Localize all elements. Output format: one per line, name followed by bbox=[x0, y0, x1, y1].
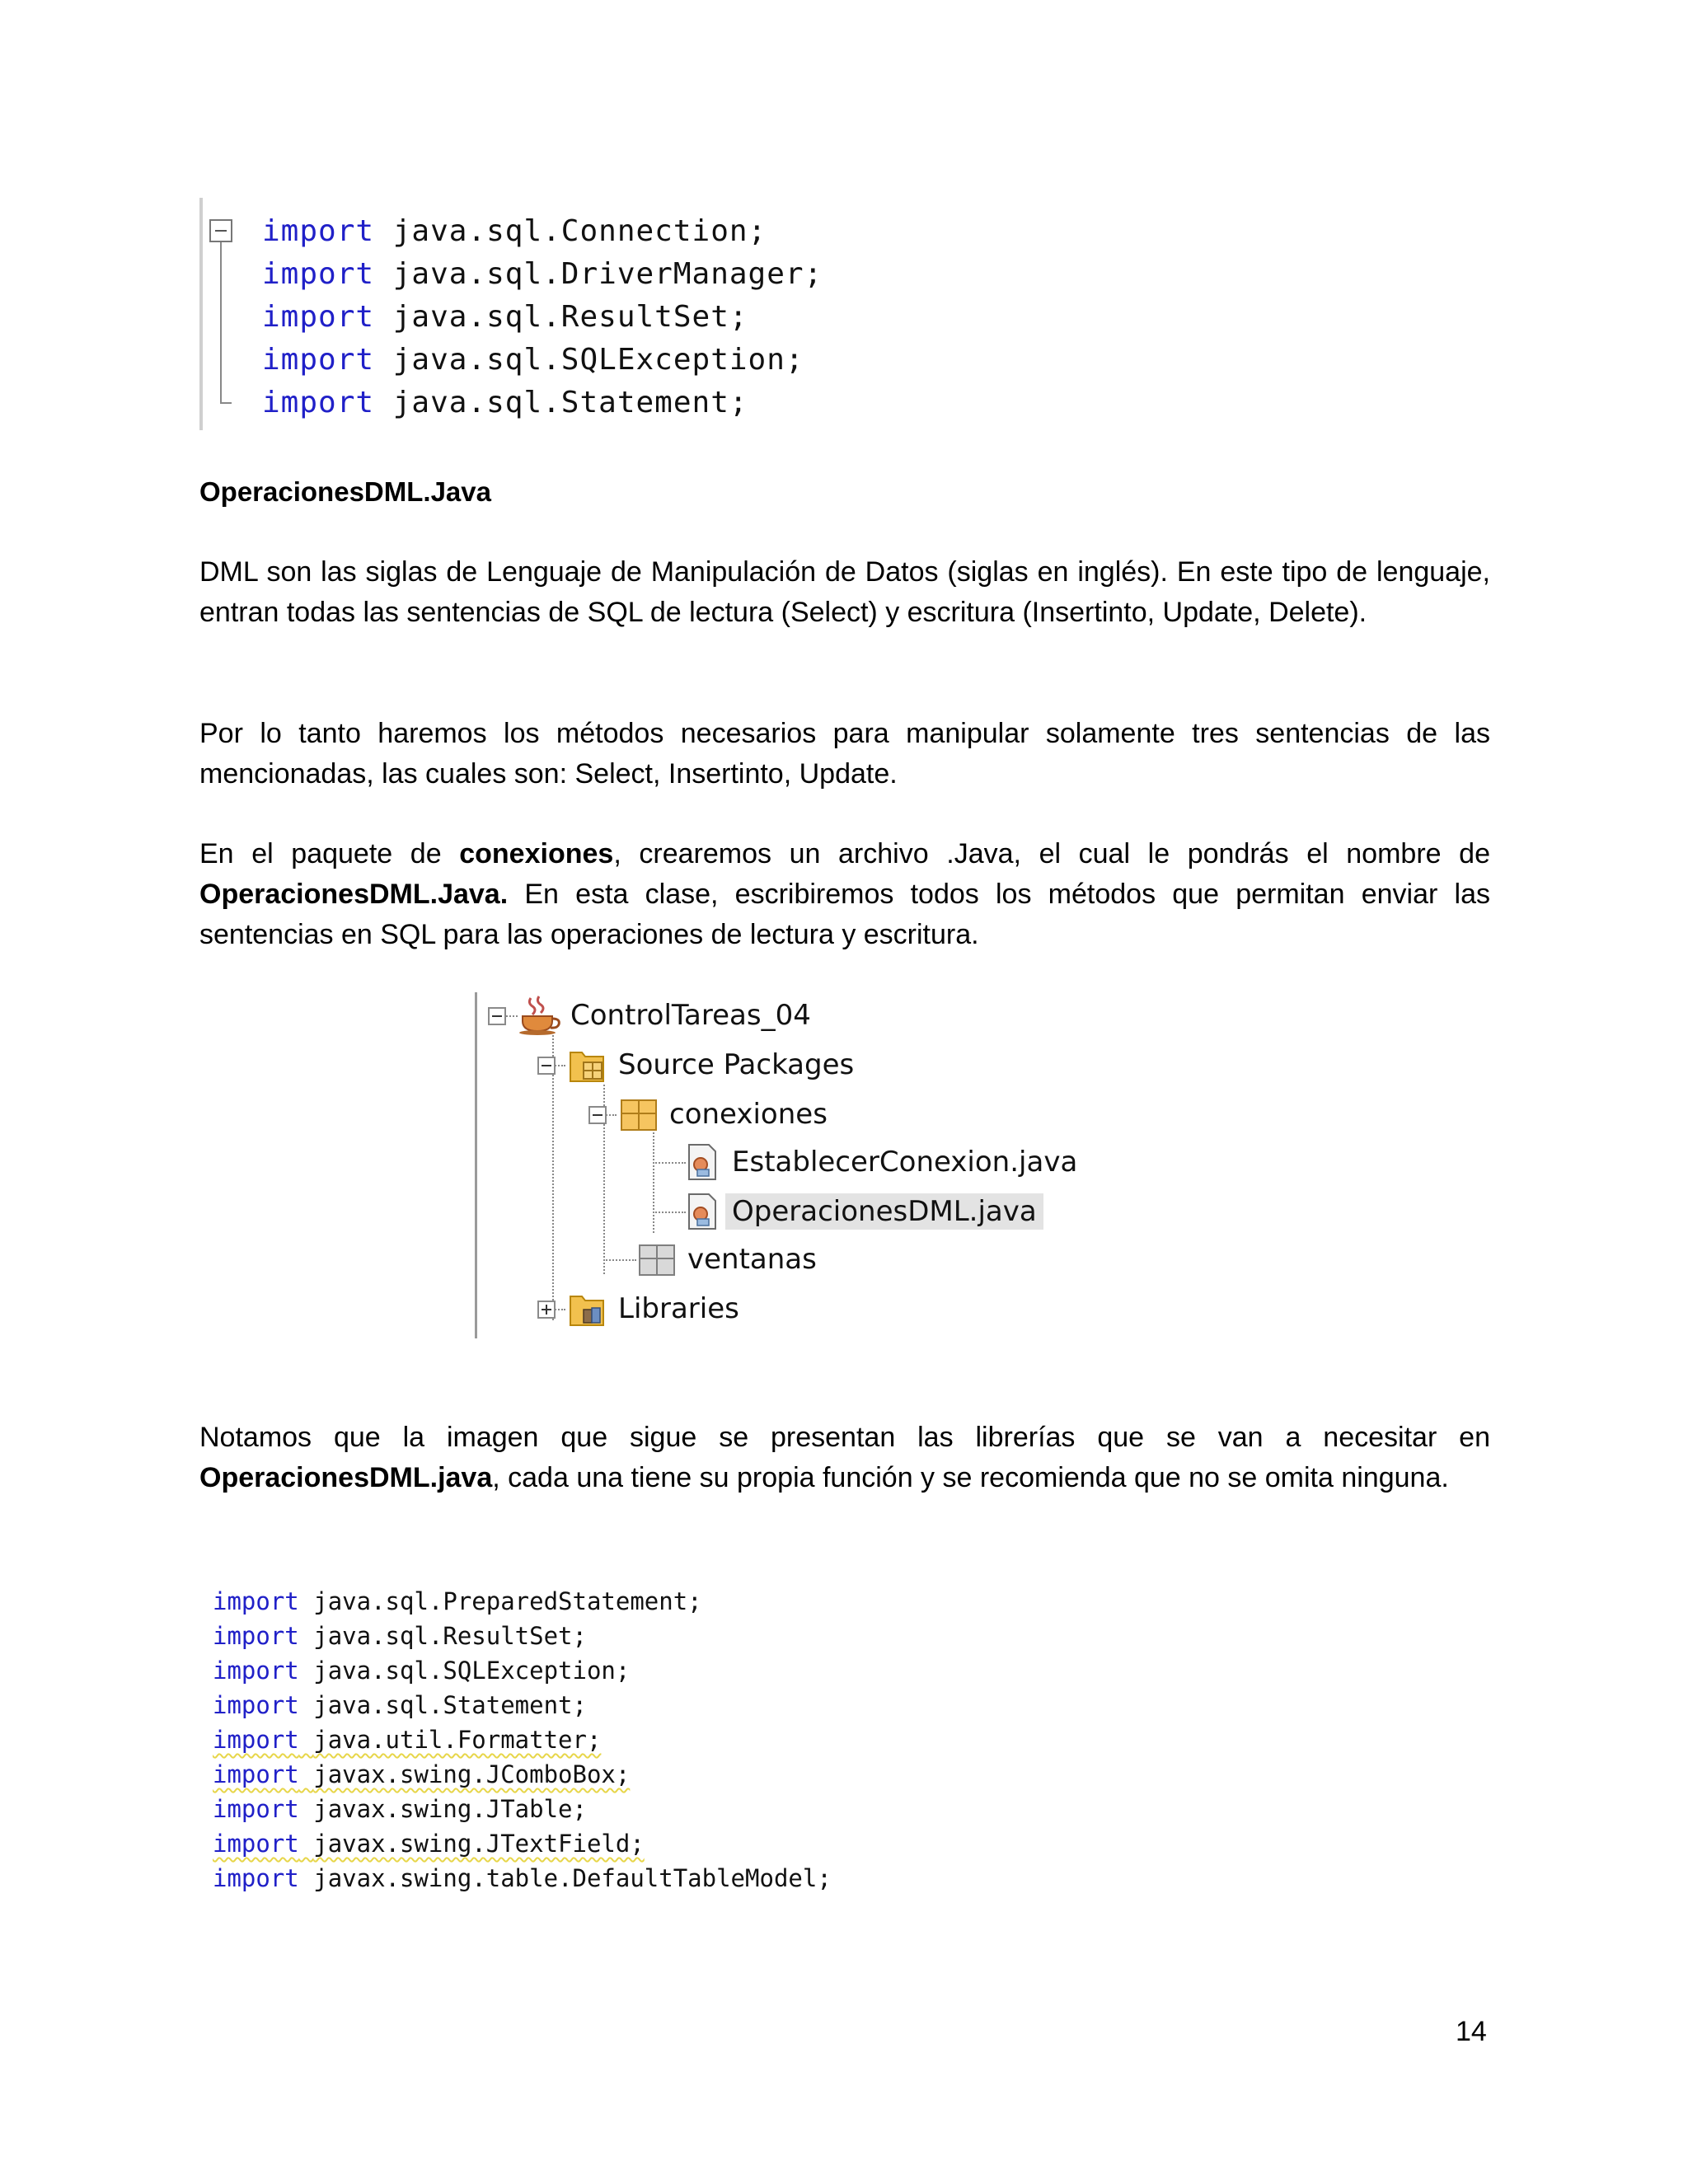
libraries-folder-icon bbox=[567, 1288, 608, 1329]
tree-node-source-packages[interactable] bbox=[567, 1042, 854, 1088]
code-line-warning: import javax.swing.JComboBox; bbox=[213, 1760, 631, 1788]
tree-connector bbox=[552, 1035, 554, 1320]
code-line: import java.sql.Connection; bbox=[262, 214, 767, 248]
tree-connector bbox=[603, 1259, 636, 1261]
code-line: import java.sql.ResultSet; bbox=[262, 300, 748, 334]
collapse-icon[interactable] bbox=[588, 1106, 607, 1124]
tree-connector bbox=[653, 1162, 686, 1164]
tree-node-package-ventanas[interactable] bbox=[636, 1236, 817, 1282]
page-number: 14 bbox=[1456, 2016, 1487, 2047]
java-file-icon bbox=[684, 1191, 720, 1232]
code-snippet-imports-2 bbox=[213, 1582, 954, 1896]
tree-connector bbox=[653, 1132, 654, 1233]
paragraph-dml-definition: DML son las siglas de Lenguaje de Manipulación de Datos (siglas en inglés). En este tipo de lenguaje, entran todas las sentencias de SQL de lectura (Select) y escritura (Insertinto, Update, Delete). bbox=[199, 556, 1490, 628]
collapse-icon[interactable] bbox=[488, 1007, 506, 1025]
code-line: import javax.swing.table.DefaultTableModel; bbox=[213, 1864, 832, 1892]
section-heading: OperacionesDML.Java bbox=[199, 476, 491, 507]
code-line-warning: import java.util.Formatter; bbox=[213, 1726, 602, 1754]
code-line-warning: import javax.swing.JTextField; bbox=[213, 1830, 645, 1858]
paragraph-create-file: En el paquete de conexiones, crearemos un archivo .Java, el cual le pondrás el nombre de OperacionesDML.Java. En esta clase, escribiremos todos los métodos que permitan enviar las sentencias en SQL para las operaciones de lectura y escritura. bbox=[199, 838, 1490, 950]
tree-node-label-selected: OperacionesDML.java bbox=[725, 1193, 1043, 1230]
collapse-icon[interactable] bbox=[209, 219, 232, 242]
code-line: import java.sql.Statement; bbox=[262, 386, 748, 419]
code-line: import java.sql.Statement; bbox=[213, 1691, 587, 1719]
java-file-icon bbox=[684, 1141, 720, 1183]
source-packages-folder-icon bbox=[567, 1044, 608, 1085]
empty-package-icon bbox=[636, 1239, 678, 1280]
java-project-cup-icon bbox=[516, 995, 562, 1036]
paragraph-libraries-intro: Notamos que la imagen que sigue se presentan las librerías que se van a necesitar en OperacionesDML.java, cada una tiene su propia función y se recomienda que no se omita ninguna. bbox=[199, 1422, 1490, 1493]
project-tree bbox=[467, 992, 1093, 1338]
code-line: import java.sql.DriverManager; bbox=[262, 257, 823, 291]
fold-guide-end bbox=[220, 402, 232, 404]
code-snippet-imports-1 bbox=[199, 198, 941, 430]
collapse-icon[interactable] bbox=[537, 1057, 556, 1075]
paragraph-methods: Por lo tanto haremos los métodos necesarios para manipular solamente tres sentencias de las mencionadas, las cuales son: Select, Insertinto, Update. bbox=[199, 718, 1490, 790]
tree-node-package-conexiones[interactable] bbox=[618, 1091, 828, 1137]
tree-node-file-establecer-conexion[interactable] bbox=[684, 1139, 1077, 1185]
tree-node-label: Libraries bbox=[618, 1292, 739, 1325]
tree-node-label: conexiones bbox=[669, 1098, 828, 1131]
code-line: import java.sql.ResultSet; bbox=[213, 1622, 587, 1650]
code-line: import javax.swing.JTable; bbox=[213, 1795, 587, 1823]
code-line: import java.sql.SQLException; bbox=[262, 343, 804, 377]
tree-node-label: Source Packages bbox=[618, 1048, 855, 1081]
code-line: import java.sql.SQLException; bbox=[213, 1657, 631, 1685]
package-icon bbox=[618, 1094, 659, 1135]
tree-node-label: ventanas bbox=[687, 1243, 817, 1276]
code-line: import java.sql.PreparedStatement; bbox=[213, 1587, 702, 1615]
tree-node-label: EstablecerConexion.java bbox=[732, 1146, 1078, 1179]
tree-node-libraries[interactable] bbox=[567, 1286, 739, 1332]
tree-node-file-operaciones-dml[interactable] bbox=[684, 1188, 1043, 1235]
expand-icon[interactable] bbox=[537, 1301, 556, 1319]
tree-node-label: ControlTareas_04 bbox=[570, 999, 811, 1032]
editor-gutter bbox=[199, 198, 203, 430]
tree-connector bbox=[653, 1212, 686, 1213]
fold-guide bbox=[220, 242, 222, 404]
tree-border bbox=[475, 992, 477, 1338]
tree-node-project[interactable] bbox=[516, 992, 811, 1038]
